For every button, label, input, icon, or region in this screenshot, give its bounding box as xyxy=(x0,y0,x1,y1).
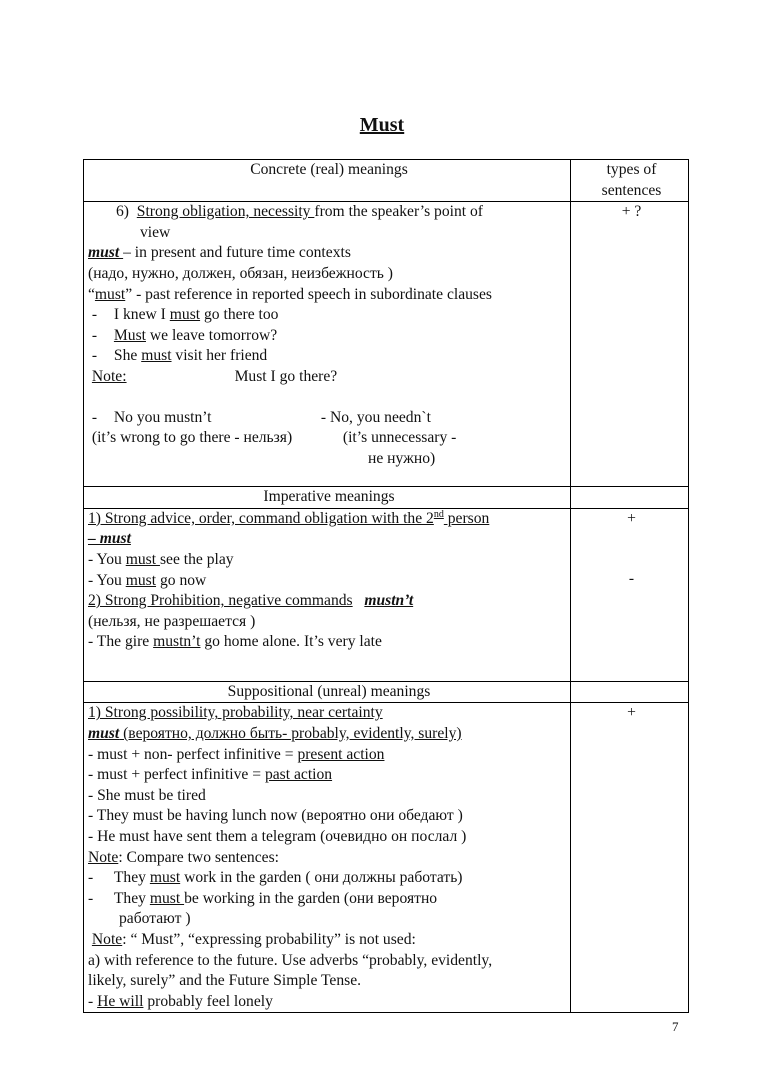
imperative-header-row xyxy=(84,487,689,509)
list-item: - I knew I must go there too xyxy=(91,306,279,324)
imperative-point-1: 1) Strong advice, order, command obligation with the 2nd person xyxy=(88,508,490,527)
rule-line: - must + perfect infinitive = past action xyxy=(88,766,333,784)
obligation-heading: 6) Strong obligation, necessity from the speaker’s point of xyxy=(116,203,483,221)
list-item: - The gire mustn’t go home alone. It’s very late xyxy=(88,633,382,651)
imperative-cell: 1) Strong advice, order, command obligation with the 2nd person – must - You must see the play - You must go now 2) Strong Prohibition, negative commands mustn’t (нельзя, не разрешается ) - The gire mustn’t go home alone. It’s very late xyxy=(84,508,571,681)
imperative-point-2: 2) Strong Prohibition, negative commands mustn’t xyxy=(88,592,414,610)
imperative-types: + - xyxy=(571,508,689,681)
page-number: 7 xyxy=(672,1019,679,1034)
note-line: Note: Must I go there? xyxy=(91,367,338,385)
header-meanings: Concrete (real) meanings xyxy=(84,160,571,202)
must-definition: must – in present and future time contexts xyxy=(88,244,351,262)
page-title: Must xyxy=(359,114,405,136)
header-types: types of sentences xyxy=(571,160,689,202)
suppositional-header-row xyxy=(84,681,689,703)
list-item: - They must be working in the garden (они вероятно xyxy=(88,889,438,907)
list-item: - She must visit her friend xyxy=(91,347,268,365)
obligation-types: + ? xyxy=(571,202,689,487)
obligation-cell: 6) Strong obligation, necessity from the speaker’s point of view must – in present and future time contexts (надо, нужно, должен, обязан, неизбежность ) “must” - past reference in reported speech in subordinate clauses - I knew I must go there too - Must we leave tomorrow? - She must visit her friend Note: Must I go there? - No you mustn’t - No, you needn`t (it’s wrong to go there - нельзя) (it’s unnecessary - не нужно) xyxy=(84,202,571,487)
list-item: - They must work in the garden ( они должны работать) xyxy=(88,869,463,887)
imperative-heading: Imperative meanings xyxy=(84,487,571,509)
section-imperative-row xyxy=(84,508,689,681)
list-item: - Must we leave tomorrow? xyxy=(91,326,278,344)
list-item: - You must see the play xyxy=(88,550,234,568)
section-suppositional-row xyxy=(84,703,689,1013)
explanation-line: (it’s wrong to go there - нельзя) (it’s unnecessary - xyxy=(91,429,457,447)
suppositional-heading: Suppositional (unreal) meanings xyxy=(84,681,571,703)
rule-line: - must + non- perfect infinitive = present action xyxy=(88,745,385,763)
must-table xyxy=(83,159,689,1013)
table-header-row xyxy=(84,160,689,202)
reported-speech-note: “must” - past reference in reported speech in subordinate clauses xyxy=(88,285,492,303)
russian-translation: (надо, нужно, должен, обязан, неизбежность ) xyxy=(88,264,393,282)
list-item: - You must go now xyxy=(88,571,207,589)
answer-line: - No you mustn’t - No, you needn`t xyxy=(91,408,431,426)
section-obligation-row xyxy=(84,202,689,487)
suppositional-types: + xyxy=(571,703,689,1013)
suppositional-cell: 1) Strong possibility, probability, near certainty must (вероятно, должно быть- probably, evidently, surely) - must + non- perfect infinitive = present action - must + perfect infinitive = past action - She must be tired - They must be having lunch now (вероятно они обедают ) - He must have sent them a telegram (очевидно он послал ) Note: Compare two sentences: - They must work in the garden ( они должны работать) - They must be working in the garden (они вероятно работают ) Note: “ Must”, “expressing probability” is not used: a) with reference to the future. Use adverbs “probably, evidently, likely, surely” and the Future Simple Tense. - He will probably feel lonely xyxy=(84,703,571,1013)
